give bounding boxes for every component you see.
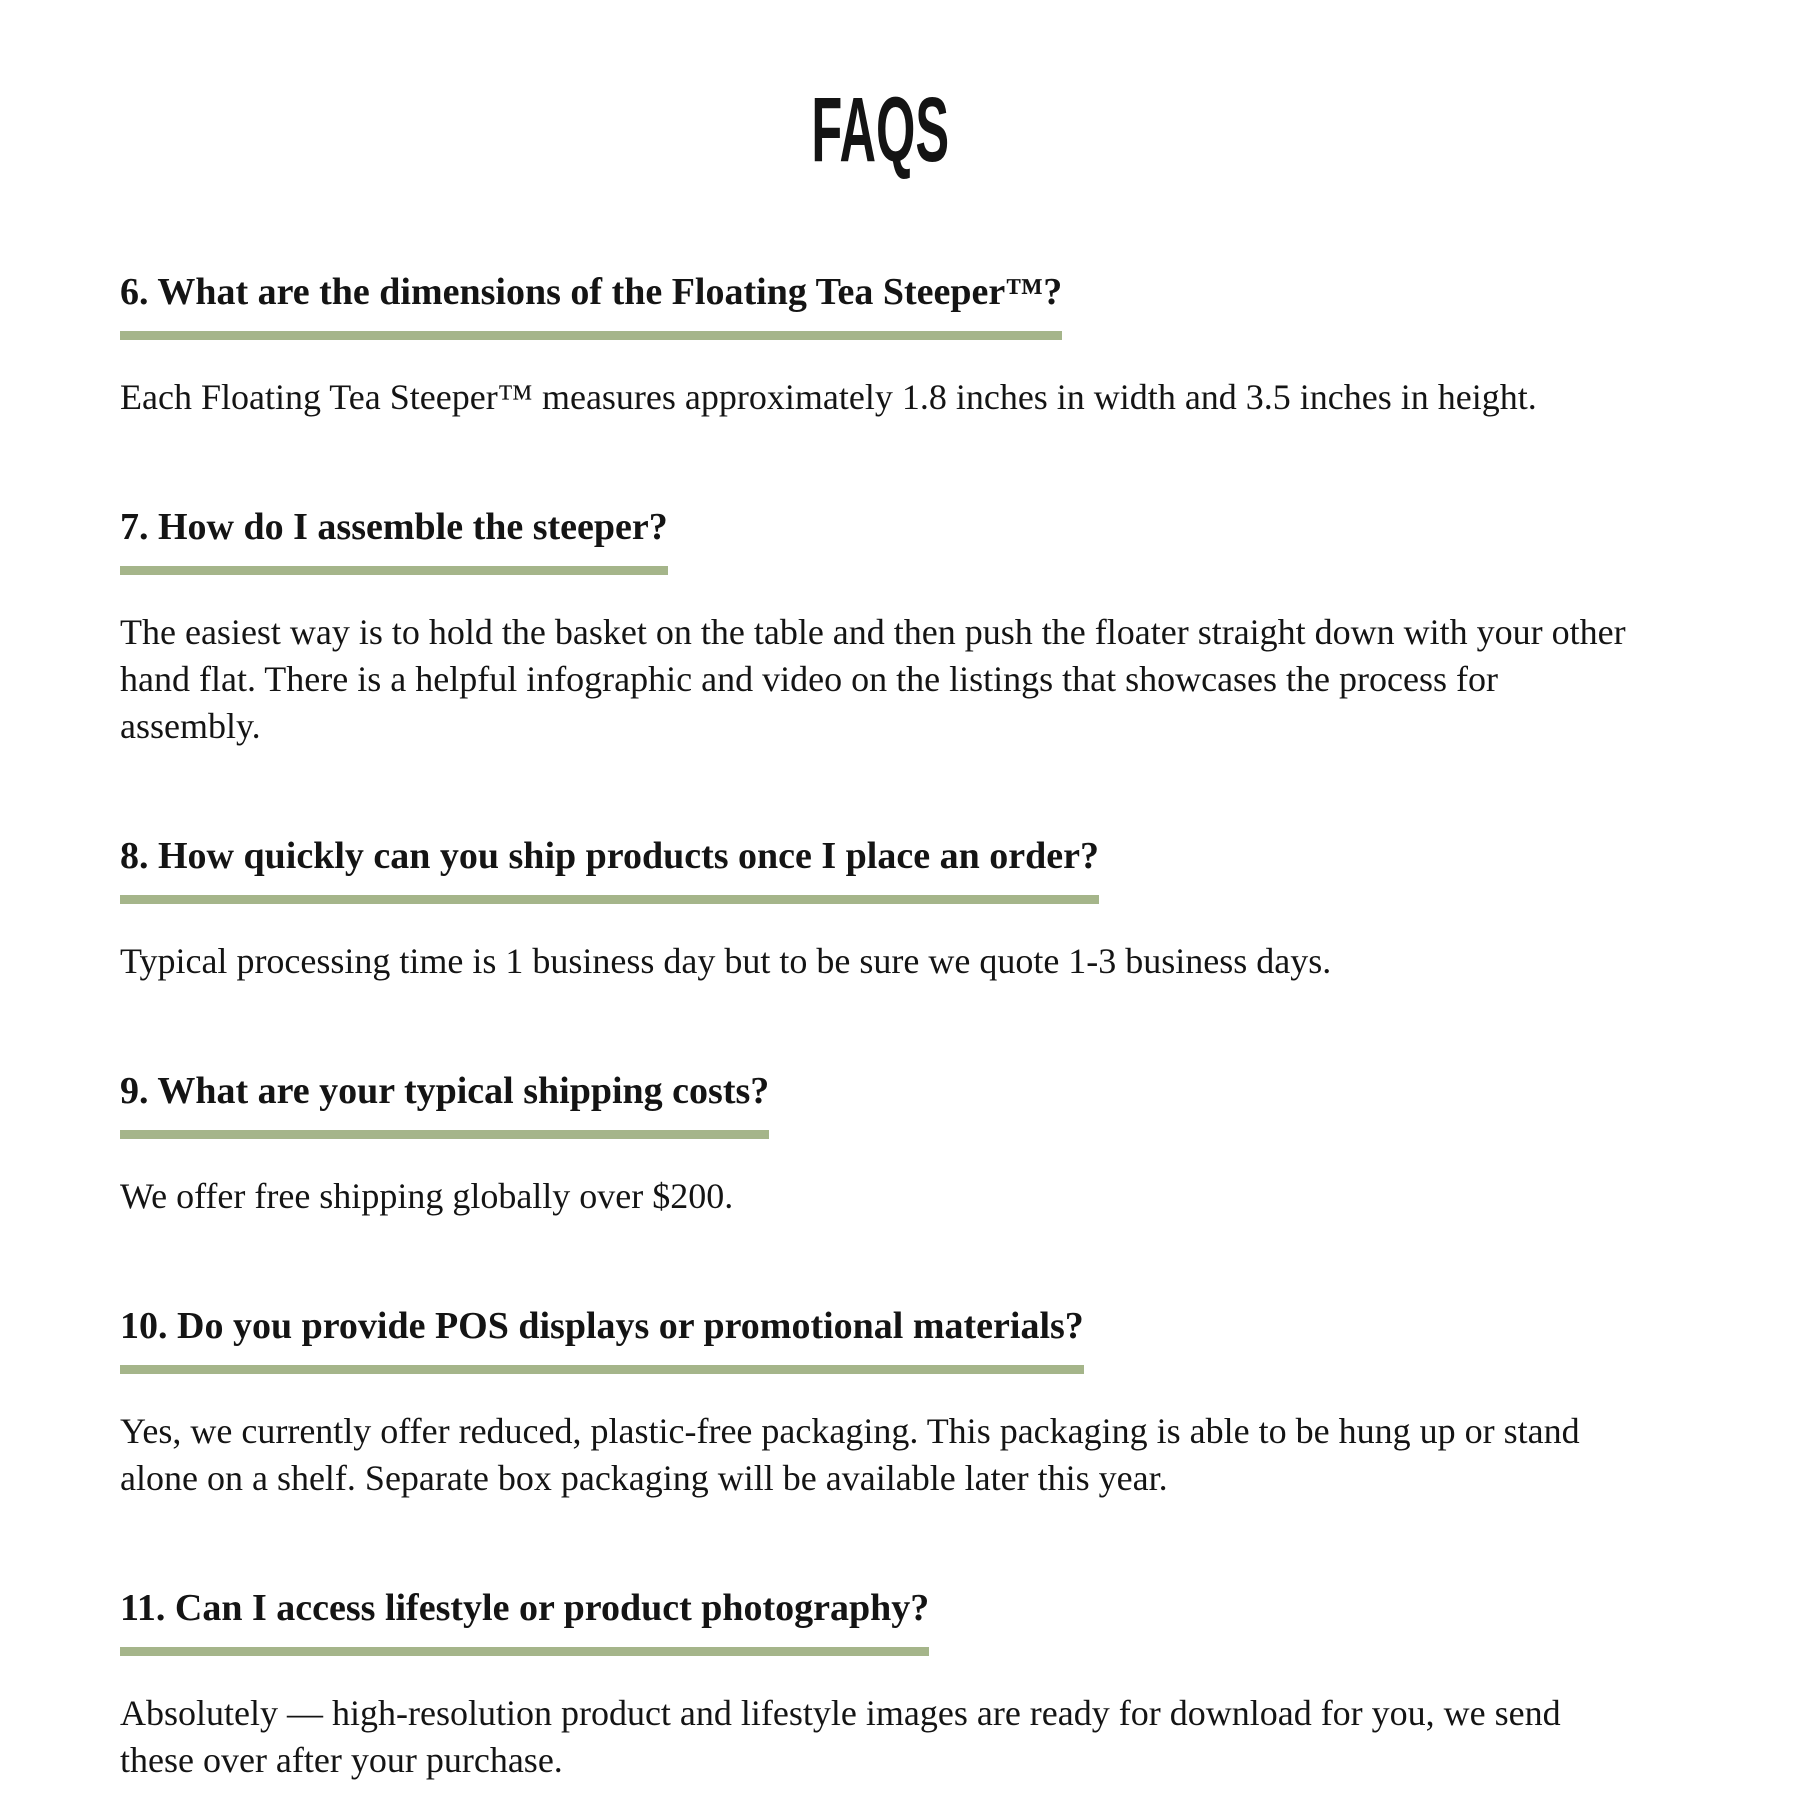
faq-question bbox=[120, 505, 1640, 575]
faq-item-9 bbox=[120, 1069, 1640, 1220]
page-title: FAQS bbox=[811, 79, 949, 181]
faq-question-text: 8. How quickly can you ship products once I place an order? bbox=[120, 834, 1099, 904]
faq-answer: Yes, we currently offer reduced, plastic-free packaging. This packaging is able to be hung up or stand alone on a shelf. Separate box packaging will be available later this year. bbox=[120, 1411, 1580, 1498]
faq-question bbox=[120, 270, 1640, 340]
faq-answer: The easiest way is to hold the basket on the table and then push the floater straight down with your other hand flat. There is a helpful infographic and video on the listings that showcases the process for assembly. bbox=[120, 612, 1626, 746]
faq-item-8 bbox=[120, 834, 1640, 985]
faq-question-text: 7. How do I assemble the steeper? bbox=[120, 505, 668, 575]
faq-list bbox=[120, 270, 1640, 1784]
faq-answer: Absolutely — high-resolution product and lifestyle images are ready for download for you, we send these over after your purchase. bbox=[120, 1693, 1561, 1780]
faq-item-11 bbox=[120, 1586, 1640, 1784]
faq-item-6 bbox=[120, 270, 1640, 421]
faq-answer: Typical processing time is 1 business day but to be sure we quote 1-3 business days. bbox=[120, 941, 1332, 981]
faq-question-text: 9. What are your typical shipping costs? bbox=[120, 1069, 769, 1139]
faq-question bbox=[120, 834, 1640, 904]
faq-answer: Each Floating Tea Steeper™ measures approximately 1.8 inches in width and 3.5 inches in height. bbox=[120, 377, 1537, 417]
faq-answer: We offer free shipping globally over $200. bbox=[120, 1176, 734, 1216]
faq-item-7 bbox=[120, 505, 1640, 750]
faq-question bbox=[120, 1586, 1640, 1656]
faq-question-text: 10. Do you provide POS displays or promotional materials? bbox=[120, 1304, 1084, 1374]
faq-question bbox=[120, 1304, 1640, 1374]
faq-item-10 bbox=[120, 1304, 1640, 1502]
faq-question bbox=[120, 1069, 1640, 1139]
faq-question-text: 11. Can I access lifestyle or product photography? bbox=[120, 1586, 929, 1656]
faq-question-text: 6. What are the dimensions of the Floating Tea Steeper™? bbox=[120, 270, 1062, 340]
page-title-container bbox=[120, 78, 1640, 182]
